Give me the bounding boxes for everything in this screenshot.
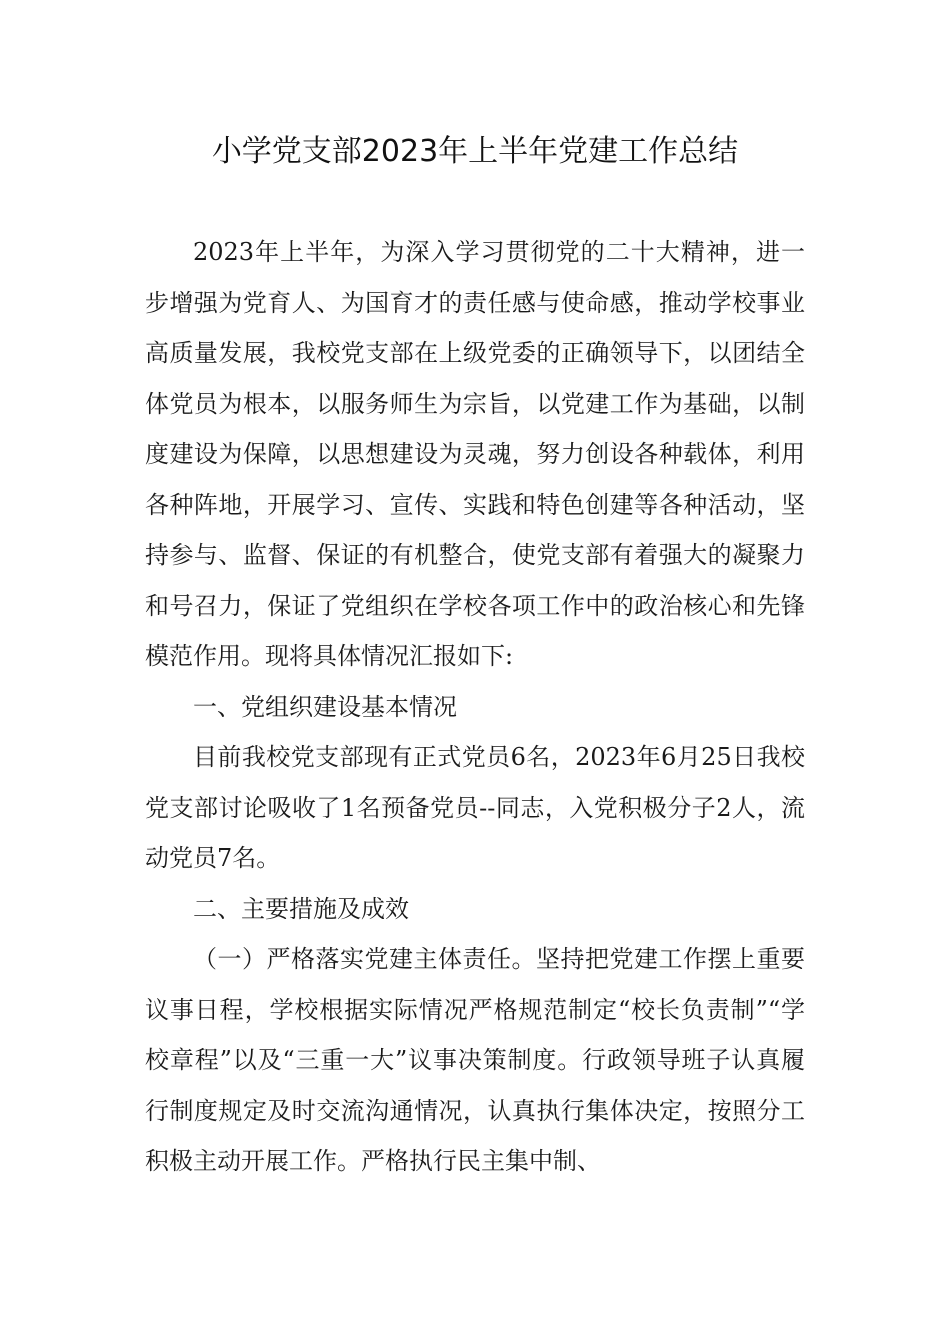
- document-title: 小学党支部2023年上半年党建工作总结: [211, 134, 739, 169]
- document-body: [145, 227, 805, 1187]
- section-heading-2: 二、主要措施及成效: [193, 894, 409, 923]
- measures-paragraph: （一）严格落实党建主体责任。坚持把党建工作摆上重要议事日程，学校根据实际情况严格规范制定“校长负责制”“学校章程”以及“三重一大”议事决策制度。行政领导班子认真履行制度规定及时交流沟通情况，认真执行集体决定，按照分工积极主动开展工作。严格执行民主集中制、: [145, 945, 805, 1175]
- membership-paragraph: 目前我校党支部现有正式党员6名，2023年6月25日我校党支部讨论吸收了1名预备党员--同志，入党积极分子2人，流动党员7名。: [145, 743, 805, 872]
- intro-paragraph: 2023年上半年，为深入学习贯彻党的二十大精神，进一步增强为党育人、为国育才的责任感与使命感，推动学校事业高质量发展，我校党支部在上级党委的正确领导下，以团结全体党员为根本，以服务师生为宗旨，以党建工作为基础，以制度建设为保障，以思想建设为灵魂，努力创设各种载体，利用各种阵地，开展学习、宣传、实践和特色创建等各种活动，坚持参与、监督、保证的有机整合，使党支部有着强大的凝聚力和号召力，保证了党组织在学校各项工作中的政治核心和先锋模范作用。现将具体情况汇报如下:: [145, 238, 805, 670]
- section-heading-1: 一、党组织建设基本情况: [193, 692, 457, 721]
